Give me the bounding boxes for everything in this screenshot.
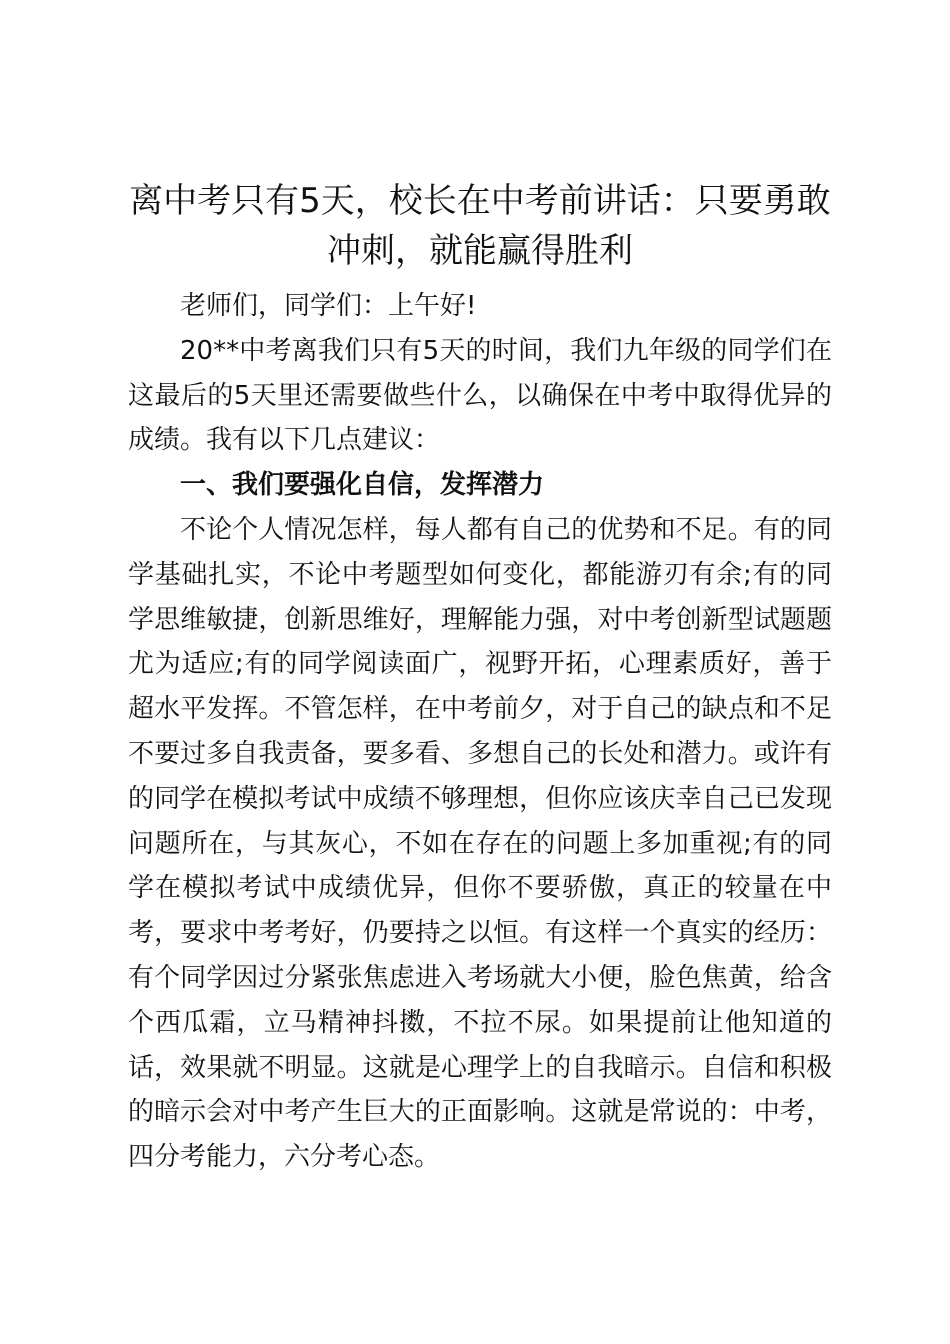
- greeting-paragraph: 老师们，同学们：上午好!: [180, 291, 477, 321]
- document-body: [128, 284, 832, 1180]
- document-page: [128, 176, 832, 1180]
- document-title: 离中考只有5天，校长在中考前讲话：只要勇敢冲刺，就能赢得胜利: [129, 181, 831, 271]
- section-1-paragraph: 不论个人情况怎样，每人都有自己的优势和不足。有的同学基础扎实，不论中考题型如何变化，都能游刃有余;有的同学思维敏捷，创新思维好，理解能力强，对中考创新型试题题尤为适应;有的同学阅读面广，视野开拓，心理素质好，善于超水平发挥。不管怎样，在中考前夕，对于自己的缺点和不足不要过多自我责备，要多看、多想自己的长处和潜力。或许有的同学在模拟考试中成绩不够理想，但你应该庆幸自己已发现问题所在，与其灰心，不如在存在的问题上多加重视;有的同学在模拟考试中成绩优异，但你不要骄傲，真正的较量在中考，要求中考考好，仍要持之以恒。有这样一个真实的经历：有个同学因过分紧张焦虑进入考场就大小便，脸色焦黄，给含个西瓜霜，立马精神抖擞，不拉不尿。如果提前让他知道的话，效果就不明显。这就是心理学上的自我暗示。自信和积极的暗示会对中考产生巨大的正面影响。这就是常说的：中考，四分考能力，六分考心态。: [128, 514, 832, 1173]
- section-heading-1: 一、我们要强化自信，发挥潜力: [180, 470, 545, 501]
- intro-paragraph: 20**中考离我们只有5天的时间，我们九年级的同学们在这最后的5天里还需要做些什么，以确保在中考中取得优异的成绩。我有以下几点建议：: [128, 335, 832, 456]
